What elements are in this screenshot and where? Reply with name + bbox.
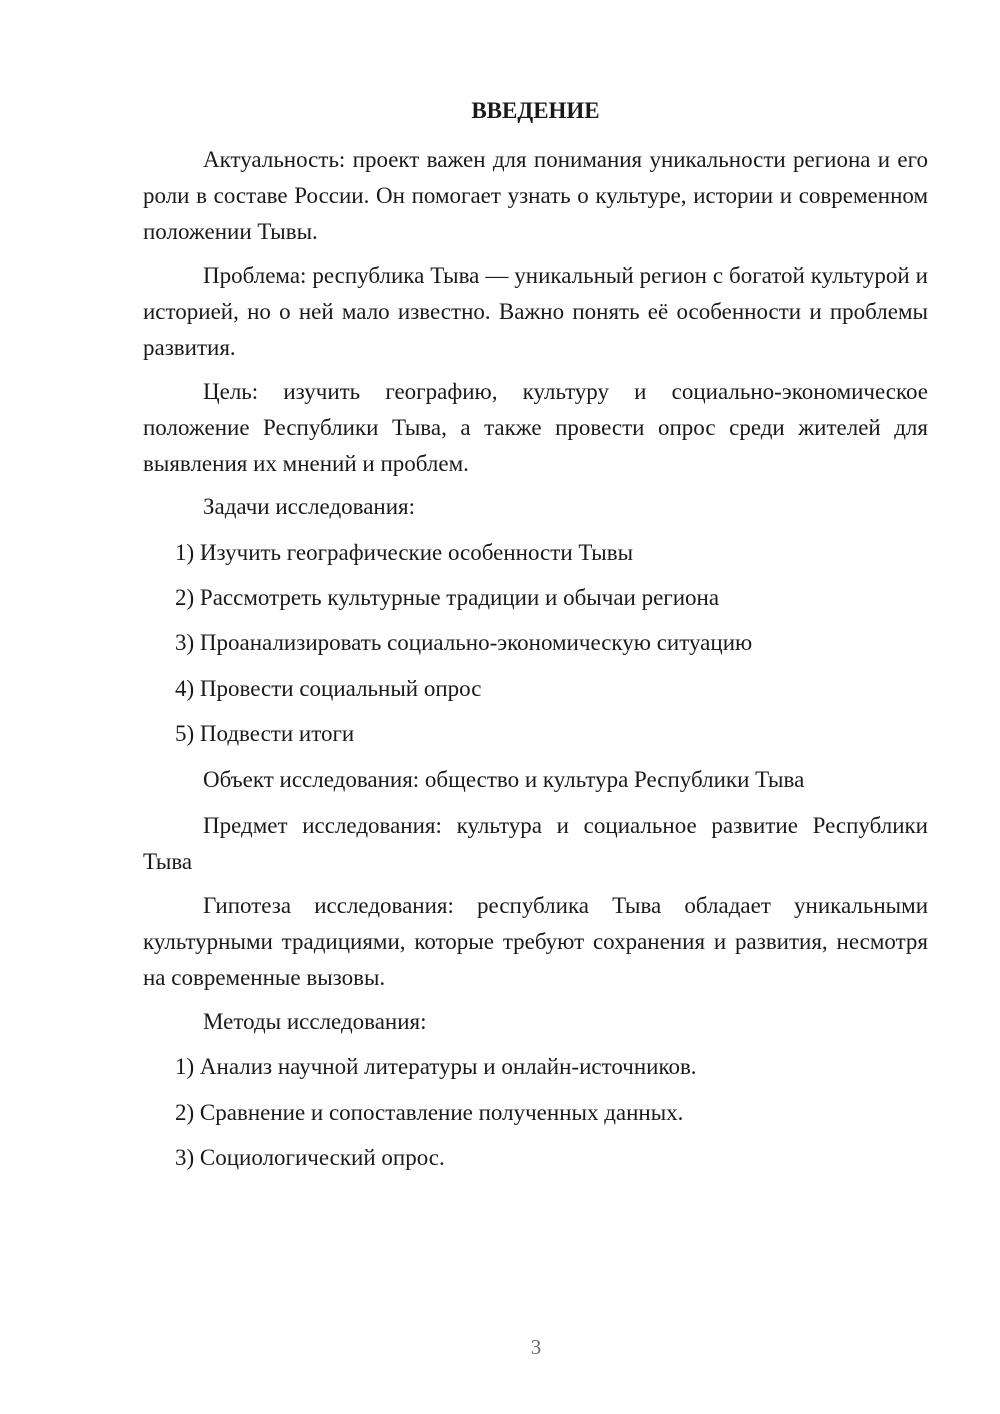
subject-paragraph: Предмет исследования: культура и социальное развитие Республики Тыва — [143, 813, 928, 874]
relevance-paragraph: Актуальность: проект важен для понимания уникальности региона и его роли в составе России. Он помогает узнать о культуре, истории и современном положении Тывы. — [143, 147, 928, 244]
task-item-1: 1) Изучить географические особенности Тывы — [175, 540, 634, 565]
task-item-2: 2) Рассмотреть культурные традиции и обычаи региона — [175, 585, 720, 610]
task-item-3: 3) Проанализировать социально-экономическую ситуацию — [175, 630, 753, 655]
problem-paragraph: Проблема: республика Тыва — уникальный регион с богатой культурой и историей, но о ней мало известно. Важно понять её особенности и проблемы развития. — [143, 263, 928, 360]
object-line: Объект исследования: общество и культура Республики Тыва — [203, 767, 805, 792]
hypothesis-paragraph: Гипотеза исследования: республика Тыва обладает уникальными культурными традициями, которые требуют сохранения и развития, несмотря на современные вызовы. — [143, 893, 928, 990]
method-item-1: 1) Анализ научной литературы и онлайн-источников. — [175, 1054, 697, 1079]
tasks-heading: Задачи исследования: — [203, 494, 416, 519]
section-title: ВВЕДЕНИЕ — [471, 98, 600, 123]
method-item-2: 2) Сравнение и сопоставление полученных данных. — [175, 1100, 684, 1125]
task-item-5: 5) Подвести итоги — [175, 721, 355, 746]
goal-paragraph: Цель: изучить географию, культуру и социально-экономическое положение Республики Тыва, а также провести опрос среди жителей для выявления их мнений и проблем. — [143, 379, 928, 476]
task-item-4: 4) Провести социальный опрос — [175, 676, 482, 701]
methods-heading: Методы исследования: — [203, 1009, 427, 1034]
method-item-3: 3) Социологический опрос. — [175, 1145, 445, 1170]
page-number: 3 — [530, 1335, 542, 1359]
